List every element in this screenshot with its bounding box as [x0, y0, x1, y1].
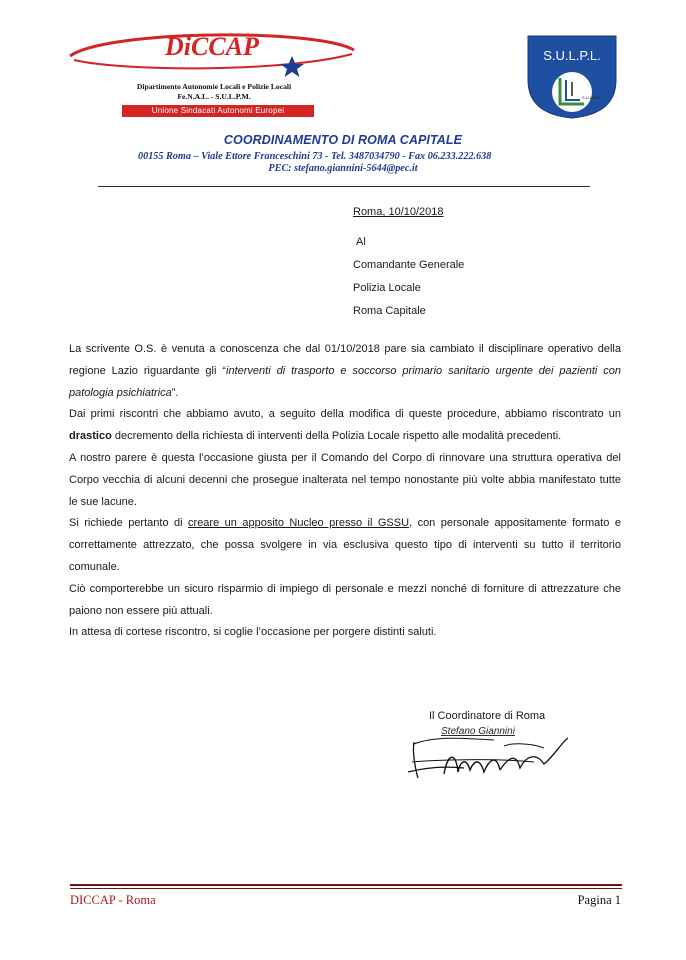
body-text: decremento della richiesta di interventi della Polizia Locale rispetto alle modalità precedenti. [111, 430, 562, 443]
body-paragraph-2 [69, 404, 621, 448]
signatory-role: Il Coordinatore di Roma [429, 710, 546, 722]
diccap-logo [66, 28, 358, 126]
body-bold-word: drastico [69, 430, 112, 443]
body-paragraph-1 [69, 339, 621, 404]
footer-divider-thin [70, 888, 622, 889]
sulpl-logo-text: S.U.L.P.L. [543, 48, 601, 63]
body-paragraph-3: A nostro parere è questa l’occasione giusta per il Comando del Corpo di rinnovare una struttura operativa del Corpo vecchia di alcuni decenni che prosegue inalterata nel tempo nonostante più volte abbia manifestato tutte le sue lacune. [69, 451, 621, 508]
body-text: Dai primi riscontri che abbiamo avuto, a seguito della modifica di queste procedure, abbiamo riscontrato un [69, 408, 621, 421]
recipient-al: Al [356, 236, 366, 248]
body-paragraph-6: In attesa di cortese riscontro, si coglie l’occasione per porgere distinti saluti. [69, 626, 437, 639]
recipients-block [353, 236, 464, 328]
body-paragraph-4 [69, 513, 621, 578]
sulpl-logo [524, 30, 620, 120]
sulpl-emblem-graphic [524, 30, 620, 120]
footer-organization: DICCAP - Roma [70, 893, 156, 907]
recipient-line: Comandante Generale [353, 259, 465, 271]
body-text: La scrivente O.S. è venuta a conoscenza che dal 01/10/2018 pare sia cambiato il disciplinare operativo della regione Lazio riguardante gli “ [69, 343, 621, 377]
letter-body [69, 339, 621, 644]
organization-title: COORDINAMENTO DI ROMA CAPITALE [223, 133, 463, 147]
organization-pec: PEC: stefano.giannini-5644@pec.it [268, 163, 418, 174]
handwritten-signature [404, 722, 574, 793]
diccap-logo-text: DiCCAP [165, 32, 259, 61]
recipient-line: Roma Capitale [353, 305, 426, 317]
signatory-name: Stefano Giannini [441, 726, 515, 737]
body-text: , con personale appositamente formato e correttamente attrezzato, che possa svolgere in via esclusiva questo tipo di interventi su tutto il territorio comunale. [69, 517, 621, 573]
body-text: Si richiede pertanto di [69, 517, 189, 530]
organization-address: 00155 Roma – Viale Ettore Franceschini 73 - Tel. 3487034790 - Fax 06.233.222.638 [138, 151, 492, 162]
blue-star-icon [280, 56, 304, 77]
diccap-subtitle-2: Fe.N.A.L. - S.U.L.P.M. [177, 92, 251, 101]
body-paragraph-5: Ciò comporterebbe un sicuro risparmio di impiego di personale e mezzi nonché di forniture di attrezzature che paiono non essere più attuali. [69, 582, 621, 617]
signature-scribble-graphic [404, 722, 574, 788]
diccap-subtitle-1: Dipartimento Autonomie Locali e Polizie Locali [136, 82, 292, 91]
header-divider [98, 186, 590, 187]
body-text: ”. [171, 386, 179, 399]
footer-page-number: Pagina 1 [577, 893, 621, 907]
body-italic-quote: interventi di trasporto e soccorso primario sanitario urgente dei pazienti con patologia psichiatrica [69, 364, 621, 399]
diccap-red-banner: Unione Sindacati Autonomi Europei [122, 105, 314, 117]
recipient-line: Polizia Locale [353, 282, 421, 294]
letter-date: Roma, 10/10/2018 [353, 206, 444, 218]
footer-divider-thick [70, 884, 622, 886]
body-underlined-phrase: creare un apposito Nucleo presso il GSSU [188, 517, 410, 530]
sulpl-small-text: S.U.L.P.M. [582, 95, 601, 100]
